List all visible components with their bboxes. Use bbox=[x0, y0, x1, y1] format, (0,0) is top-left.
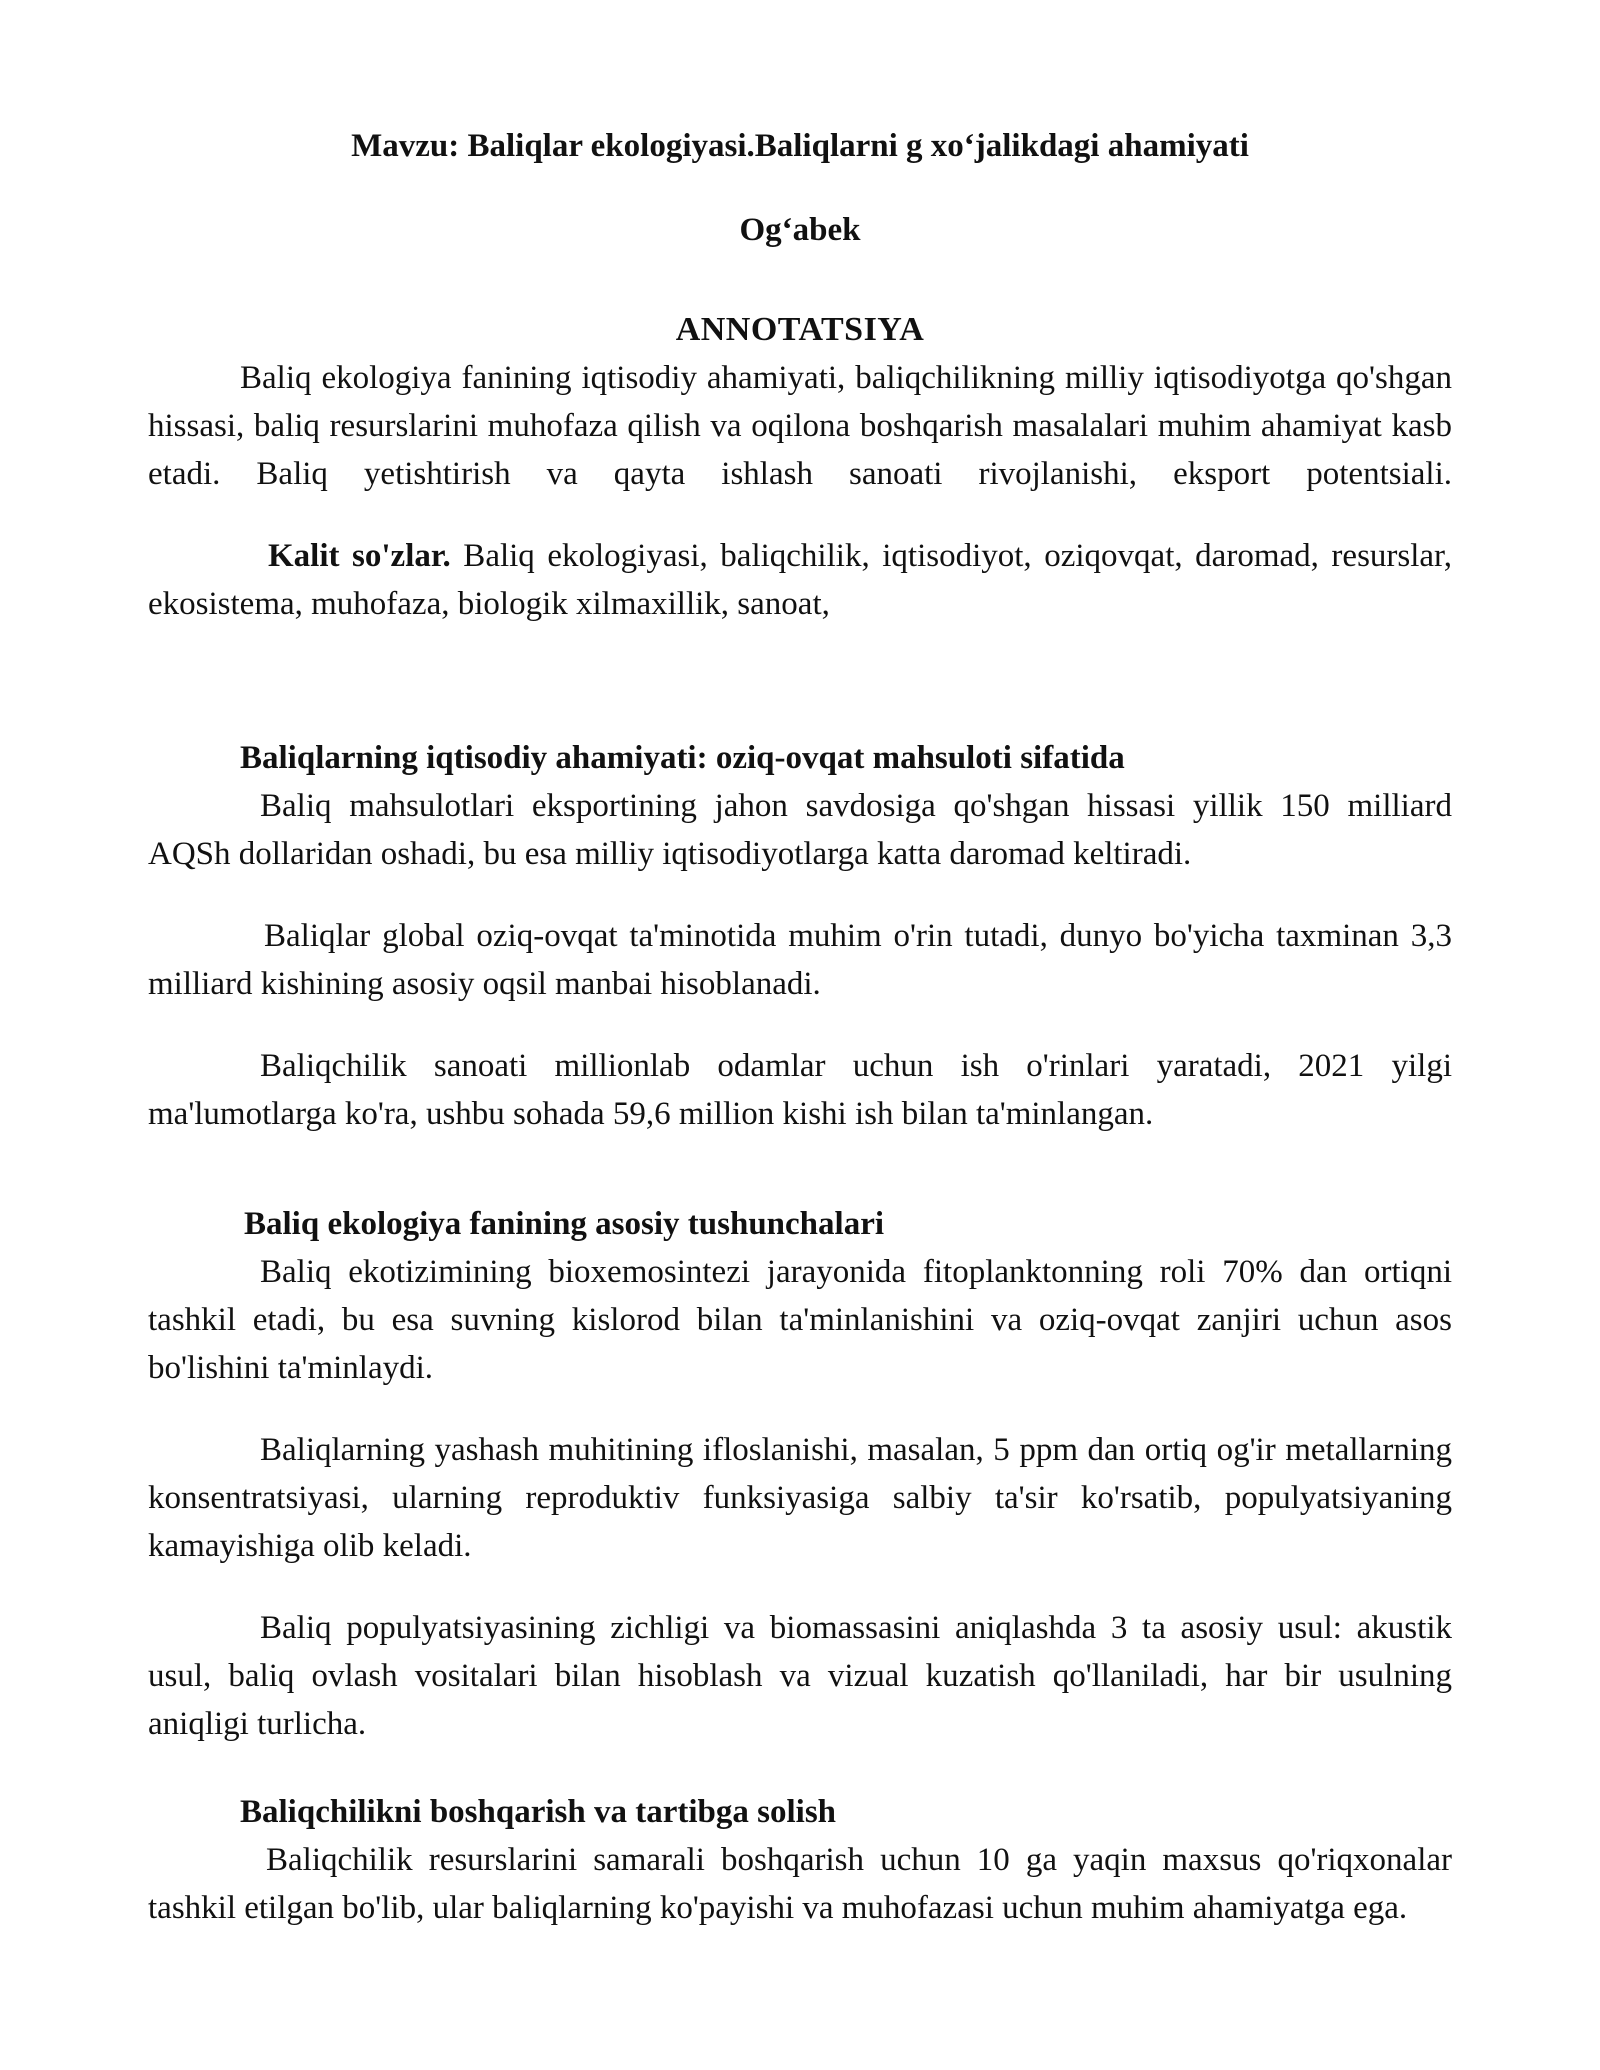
paragraph: Baliqchilik sanoati millionlab odamlar uchun ish o'rinlari yaratadi, 2021 yilgi ma'lumotlarga ko'ra, ushbu sohada 59,6 million kishi ish bilan ta'minlangan. bbox=[148, 1048, 1452, 1132]
section-heading-management: Baliqchilikni boshqarish va tartibga solish bbox=[240, 1794, 837, 1830]
section-heading-concepts: Baliq ekologiya fanining asosiy tushunchalari bbox=[244, 1206, 885, 1242]
paragraph: Baliqlar global oziq-ovqat ta'minotida muhim o'rin tutadi, dunyo bo'yicha taxminan 3,3 milliard kishining asosiy oqsil manbai hisoblanadi. bbox=[148, 918, 1452, 1002]
document-title: Mavzu: Baliqlar ekologiyasi.Baliqlarni g xo‘jalikdagi ahamiyati bbox=[351, 128, 1249, 164]
document-page bbox=[148, 122, 1452, 1932]
section-heading-economic: Baliqlarning iqtisodiy ahamiyati: oziq-ovqat mahsuloti sifatida bbox=[240, 740, 1125, 776]
paragraph: Baliqchilik resurslarini samarali boshqarish uchun 10 ga yaqin maxsus qo'riqxonalar tashkil etilgan bo'lib, ular baliqlarning ko'payishi va muhofazasi uchun muhim ahamiyatga ega. bbox=[148, 1842, 1452, 1926]
keywords-label: Kalit so'zlar. bbox=[268, 538, 451, 574]
paragraph: Baliq ekotizimining bioxemosintezi jarayonida fitoplanktonning roli 70% dan ortiqni tashkil etadi, bu esa suvning kislorod bilan ta'minlanishini va oziq-ovqat zanjiri uchun asos bo'lishini ta'minlaydi. bbox=[148, 1254, 1452, 1386]
author-name: Og‘abek bbox=[739, 212, 861, 248]
keywords-text: Baliq ekologiyasi, baliqchilik, iqtisodiyot, oziqovqat, daromad, resurslar, ekosistema, muhofaza, biologik xilmaxillik, sanoat, bbox=[148, 538, 1452, 622]
annotation-heading: ANNOTATSIYA bbox=[675, 311, 925, 348]
keywords-paragraph bbox=[148, 532, 1452, 628]
paragraph: Baliq populyatsiyasining zichligi va biomassasini aniqlashda 3 ta asosiy usul: akustik usul, baliq ovlash vositalari bilan hisoblash va vizual kuzatish qo'llaniladi, har bir usulning aniqligi turlicha. bbox=[148, 1610, 1452, 1742]
annotation-text: Baliq ekologiya fanining iqtisodiy ahamiyati, baliqchilikning milliy iqtisodiyotga qo'shgan hissasi, baliq resurslarini muhofaza qilish va oqilona boshqarish masalalari muhim ahamiyat kasb etadi. Baliq yetishtirish va qayta ishlash sanoati rivojlanishi, eksport potentsiali. bbox=[148, 360, 1452, 492]
paragraph: Baliqlarning yashash muhitining ifloslanishi, masalan, 5 ppm dan ortiq og'ir metallarning konsentratsiyasi, ularning reproduktiv funksiyasiga salbiy ta'sir ko'rsatib, populyatsiyaning kamayishiga olib keladi. bbox=[148, 1432, 1452, 1564]
paragraph: Baliq mahsulotlari eksportining jahon savdosiga qo'shgan hissasi yillik 150 milliard AQSh dollaridan oshadi, bu esa milliy iqtisodiyotlarga katta daromad keltiradi. bbox=[148, 788, 1452, 872]
